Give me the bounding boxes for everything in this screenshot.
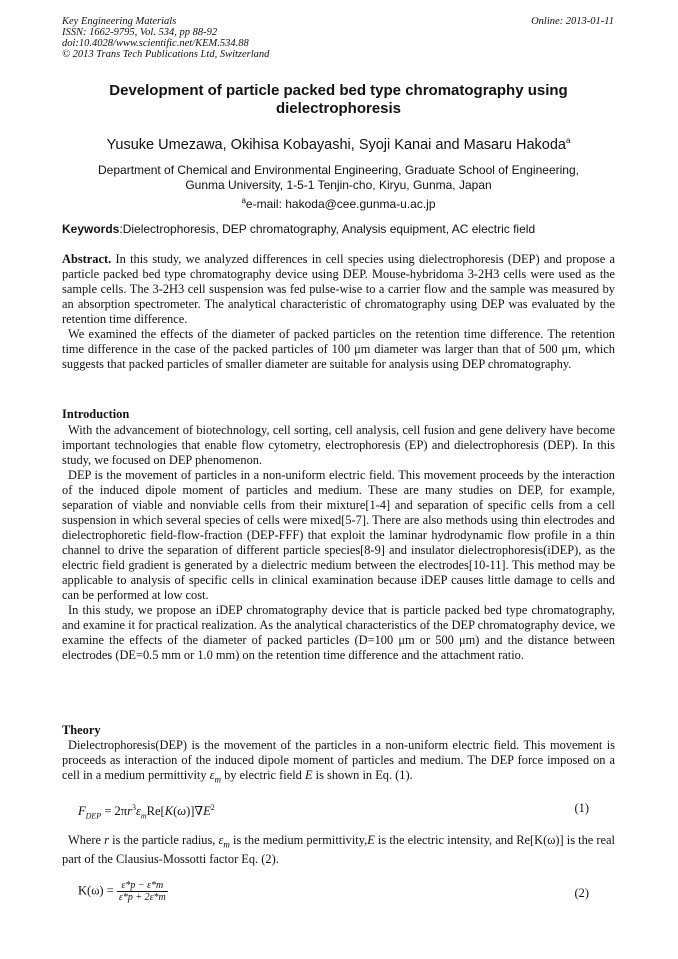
email-line: [62, 193, 615, 212]
equation-2: K(ω) = $\frac{\varepsilon*p - \varepsilon*m}{\varepsilon*p + 2\varepsilon*m}$: [78, 880, 166, 903]
fraction-numerator: ε*p − ε*m: [117, 880, 168, 892]
introduction-heading: Introduction: [62, 407, 130, 421]
equation-1-number: (1): [574, 801, 589, 815]
journal-name: Key Engineering Materials: [62, 16, 177, 27]
fraction-denominator: ε*p + 2ε*m: [118, 892, 166, 903]
paper-title: Development of particle packed bed type chromatography using dielectrophoresis: [109, 82, 568, 117]
abstract-p1: Abstract. In this study, we analyzed differences in cell species using dielectrophoresis (DEP) and propose a particle packed bed type chromatography device using DEP. Mouse-hybridoma 3-2H3 cells were used as the sample cells. The 3-2H3 cell suspension was fed pulse-wise to a carrier flow and the sample was measured by an absorption spectrometer. The analytical characteristic of chromatography using DEP was evaluated by the retention time difference.: [62, 252, 615, 326]
introduction-p2: DEP is the movement of particles in a non-uniform electric field. This movement proceeds by the interaction of the induced dipole moment of particles and medium. These are many studies on DEP, for example, separation of viable and nonviable cells from their mixture[1-4] and separation of specific cells from a cell suspension in which several species of cells were mixed[5-7]. There are also methods using thin electrodes and dielectrophoretic field-flow-fraction (DEP-FFF) that exploit the laminar hydrodynamic flow profile in a thin channel to drive the separation of different particle species[8-9] and insulator dielectrophoresis(iDEP), as the electric field gradient is generated by a dielectric medium between the electrodes[10-11]. This method may be applicable to analysis of specific cells in clinical examination because iDEP causes little damage to cells and can be performed at low cost.: [62, 468, 615, 602]
theory-p1: Dielectrophoresis(DEP) is the movement of the particles in a non-uniform electric field. This movement is proceeds as interaction of the induced dipole moment of particles and medium. The DEP force imposed on a cell in a medium permittivity $\varepsilon_m$ by electric field E is shown in Eq. (1).: [62, 738, 615, 785]
keywords-label: Keywords: [62, 222, 120, 236]
equation-2-number: (2): [574, 886, 589, 900]
abstract: [62, 252, 615, 372]
introduction-p3: In this study, we propose an iDEP chromatography device that is particle packed bed type chromatography, and examine it for practical realization. As the analytical characteristics of the DEP chromatography device, we examine the effects of the diameter of packed particles (D=100 μm or 500 μm) and the distance between electrodes (DE=0.5 mm or 1.0 mm) on the retention time difference and the attachment ratio.: [62, 603, 615, 662]
introduction-p1: With the advancement of biotechnology, cell sorting, cell analysis, cell fusion and gene delivery have become important technologies that enable flow cytometry, electrophoresis (EP) and dielectrophoresis (DEP). In this study, we focused on DEP phenomenon.: [62, 423, 615, 467]
copyright-line: © 2013 Trans Tech Publications Ltd, Switzerland: [62, 49, 270, 60]
email-text: e-mail: hakoda@cee.gunma-u.ac.jp: [245, 197, 436, 211]
introduction-body: [62, 423, 615, 663]
authors-text: Yusuke Umezawa, Okihisa Kobayashi, Syoji Kanai and Masaru Hakoda: [106, 136, 566, 153]
clausius-mossotti-fraction: [117, 880, 168, 903]
affiliation: [62, 163, 615, 212]
abstract-p2: We examined the effects of the diameter of packed particles on the retention time difference. The retention time difference in the case of the packed particles of 100 μm diameter was larger than that of 500 μm, which suggests that packed particles of smaller diameter are suitable for analysis using DEP chromatography.: [62, 327, 615, 371]
theory-p2: Where r is the particle radius, $\varepsilon_m$ is the medium permittivity,E is the electric intensity, and Re[K(ω)] is the real part of the Clausius‐Mossotti factor Eq. (2).: [62, 833, 615, 867]
author-list: [62, 132, 615, 154]
affiliation-line2: Gunma University, 1-5-1 Tenjin-cho, Kiryu, Gunma, Japan: [185, 178, 492, 192]
equation-1: $F_{DEP} = 2\pi r^3\varepsilon_mRe[K(\omega)]\nabla E^2$: [78, 803, 215, 821]
keywords: [62, 222, 615, 237]
keywords-text: :Dielectrophoresis, DEP chromatography, Analysis equipment, AC electric field: [119, 222, 536, 236]
abstract-label: Abstract.: [62, 252, 112, 266]
affiliation-line1: Department of Chemical and Environmental Engineering, Graduate School of Engineering,: [98, 163, 579, 177]
author-sup: a: [565, 136, 571, 145]
issn-line: ISSN: 1662-9795, Vol. 534, pp 88-92: [62, 27, 218, 38]
theory-heading: Theory: [62, 723, 101, 737]
email-sup: a: [241, 196, 246, 205]
doi-line: doi:10.4028/www.scientific.net/KEM.534.88: [62, 38, 249, 49]
journal-header: [62, 16, 269, 60]
online-date: Online: 2013-01-11: [531, 16, 614, 27]
